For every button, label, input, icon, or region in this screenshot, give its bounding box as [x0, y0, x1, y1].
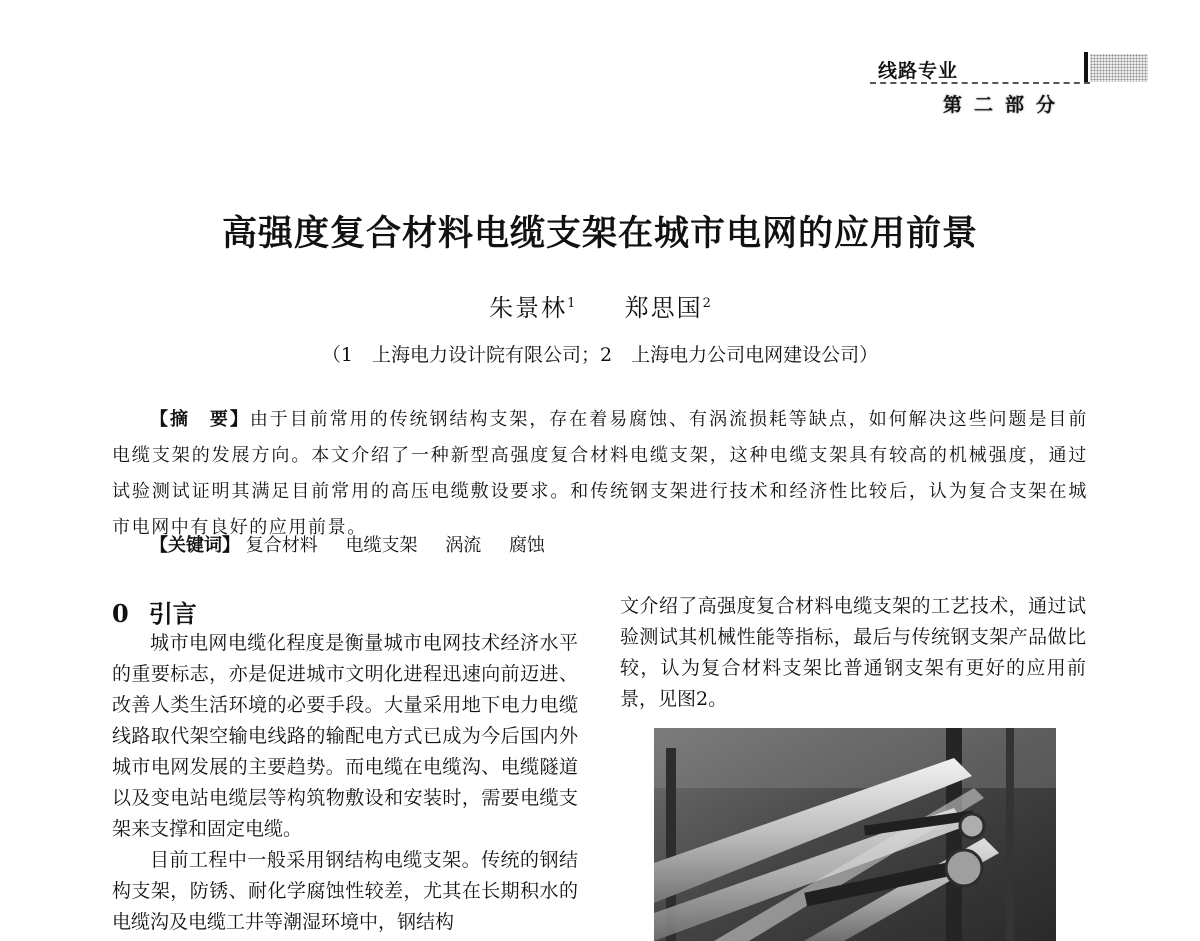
- journal-section-label: 线路专业: [878, 60, 959, 82]
- author-name: 郑思国: [624, 294, 703, 322]
- abstract-text: 由于目前常用的传统钢结构支架，存在着易腐蚀、有涡流损耗等缺点，如何解决这些问题是目前电缆支架的发展方向。本文介绍了一种新型高强度复合材料电缆支架，这种电缆支架具有较高的机械强度，通过试验测试证明其满足目前常用的高压电缆敷设要求。和传统钢支架进行技术和经济性比较后，认为复合支架在城市电网中有良好的应用前景。: [112, 409, 1088, 538]
- header-dashed-rule: [870, 82, 1090, 84]
- body-paragraph: 目前工程中一般采用钢结构电缆支架。传统的钢结构支架，防锈、耐化学腐蚀性较差，尤其在长期积水的电缆沟及电缆工井等潮湿环境中，钢结构: [112, 849, 578, 933]
- part-char: 部: [1005, 94, 1025, 116]
- keywords: [150, 530, 567, 562]
- keyword: 复合材料: [245, 535, 318, 556]
- keyword: 电缆支架: [345, 535, 418, 556]
- paper-title: 高强度复合材料电缆支架在城市电网的应用前景: [221, 214, 978, 254]
- author-affiliation-mark: 1: [567, 296, 576, 311]
- author-name: 朱景林: [489, 294, 568, 322]
- cable-bracket-photo-graphic: [654, 728, 1056, 941]
- header-bar-decoration: [1084, 52, 1088, 84]
- section-heading: [112, 594, 197, 629]
- affiliation-line: （1 上海电力设计院有限公司；2 上海电力公司电网建设公司）: [321, 344, 879, 366]
- cable-bracket-photo: [654, 728, 1056, 941]
- author-affiliation-mark: 2: [702, 296, 711, 311]
- left-column: [112, 628, 578, 938]
- body-paragraph: 文介绍了高强度复合材料电缆支架的工艺技术，通过试验测试其机械性能等指标，最后与传统钢支架产品做比较，认为复合材料支架比普通钢支架有更好的应用前景，见图2。: [620, 595, 1086, 710]
- part-char: 二: [974, 94, 994, 116]
- keyword: 涡流: [445, 535, 482, 556]
- header-dot-pattern: [1090, 54, 1148, 82]
- section-number: 0: [112, 599, 129, 628]
- author-line: [0, 288, 1200, 323]
- part-char: 第: [943, 94, 963, 116]
- keywords-label: 【关键词】: [150, 535, 240, 556]
- abstract-label: 【摘 要】: [150, 409, 250, 430]
- section-title: 引言: [148, 599, 197, 628]
- abstract: [112, 402, 1088, 546]
- body-paragraph: 城市电网电缆化程度是衡量城市电网技术经济水平的重要标志，亦是促进城市文明化进程迅速向前迈进、改善人类生活环境的必要手段。大量采用地下电力电缆线路取代架空输电线路的输配电方式已成为今后国内外城市电网发展的主要趋势。而电缆在电缆沟、电缆隧道以及变电站电缆层等构筑物敷设和安装时，需要电缆支架来支撑和固定电缆。: [112, 632, 578, 840]
- part-char: 分: [1036, 94, 1056, 116]
- right-column: [620, 591, 1086, 715]
- journal-part-label: [940, 90, 1058, 117]
- keyword: 腐蚀: [508, 535, 545, 556]
